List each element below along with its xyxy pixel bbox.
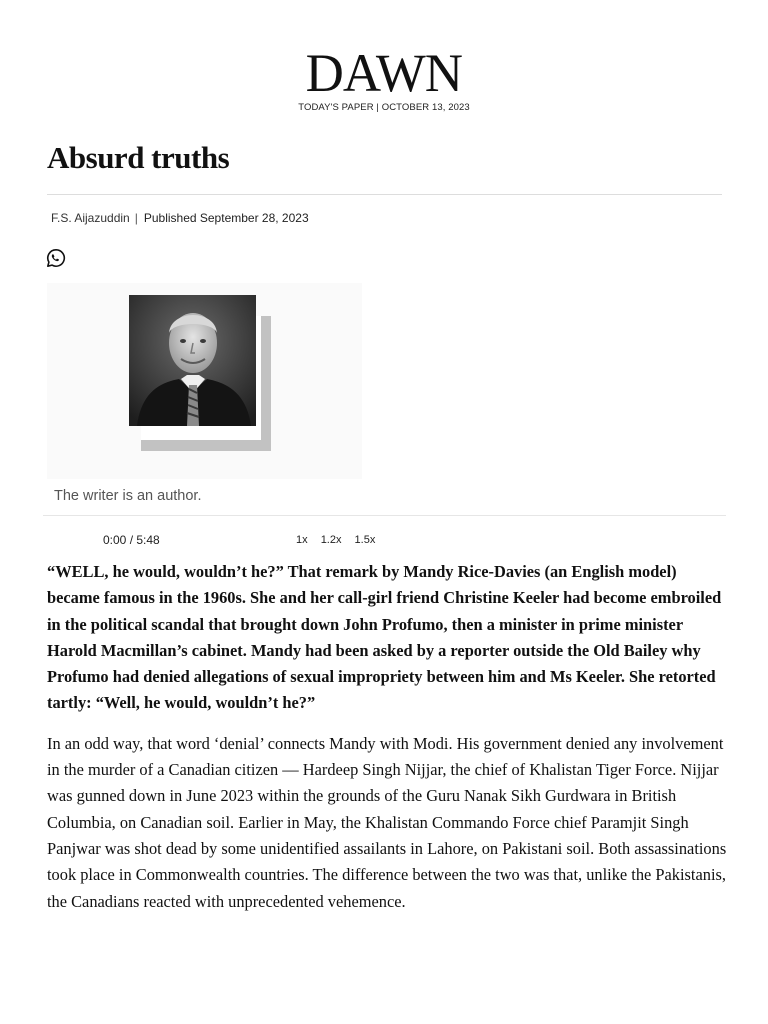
speed-1-2x-button[interactable]: 1.2x bbox=[320, 534, 342, 546]
whatsapp-icon bbox=[46, 248, 66, 268]
masthead bbox=[0, 43, 768, 113]
dawn-logo[interactable]: DAWN bbox=[305, 43, 463, 103]
article-paragraph-lead: “WELL, he would, wouldn’t he?” That remark by Mandy Rice-Davies (an English model) became famous in the 1960s. She and her call-girl friend Christine Keeler had become embroiled in the political scandal that brought down John Profumo, then a minister in prime minister Harold Macmillan’s cabinet. Mandy had been asked by a reporter outside the Old Bailey why Profumo had denied allegations of sexual impropriety between him and Ms Keeler. She retorted tartly: “Well, he would, wouldn’t he?” bbox=[47, 562, 722, 713]
byline-separator: | bbox=[134, 211, 138, 225]
audio-player bbox=[0, 533, 768, 549]
audio-time: 0:00 / 5:48 bbox=[103, 533, 160, 547]
whatsapp-share-button[interactable] bbox=[46, 248, 66, 268]
published-date: Published September 28, 2023 bbox=[143, 211, 309, 225]
playback-speed-options bbox=[296, 534, 385, 546]
author-portrait-illustration bbox=[129, 295, 256, 426]
title-divider bbox=[47, 194, 722, 195]
byline bbox=[51, 211, 309, 225]
caption-divider bbox=[43, 515, 726, 516]
article-paragraph: In an odd way, that word ‘denial’ connects Mandy with Modi. His government denied any involvement in the murder of a Canadian citizen — Hardeep Singh Nijjar, the chief of Khalistan Tiger Force. Nijjar was gunned down in June 2023 within the grounds of the Guru Nanak Sikh Gurdwara in British Columbia, on Canadian soil. Earlier in May, the Khalistan Commando Force chief Paramjit Singh Panjwar was shot dead by some unidentified assailants in Lahore, on Pakistani soil. Both assassinations took place in Commonwealth countries. The difference between the two was that, unlike the Pakistanis, the Canadians reacted with unprecedented vehemence. bbox=[47, 733, 727, 911]
article-title: Absurd truths bbox=[47, 140, 230, 175]
image-caption: The writer is an author. bbox=[54, 488, 202, 504]
todays-paper-date[interactable]: TODAY'S PAPER | OCTOBER 13, 2023 bbox=[298, 102, 470, 113]
article-body bbox=[47, 559, 727, 929]
speed-1x-button[interactable]: 1x bbox=[296, 534, 308, 546]
speed-1-5x-button[interactable]: 1.5x bbox=[354, 534, 376, 546]
author-link[interactable]: F.S. Aijazuddin bbox=[51, 211, 130, 225]
author-photo bbox=[129, 295, 256, 426]
